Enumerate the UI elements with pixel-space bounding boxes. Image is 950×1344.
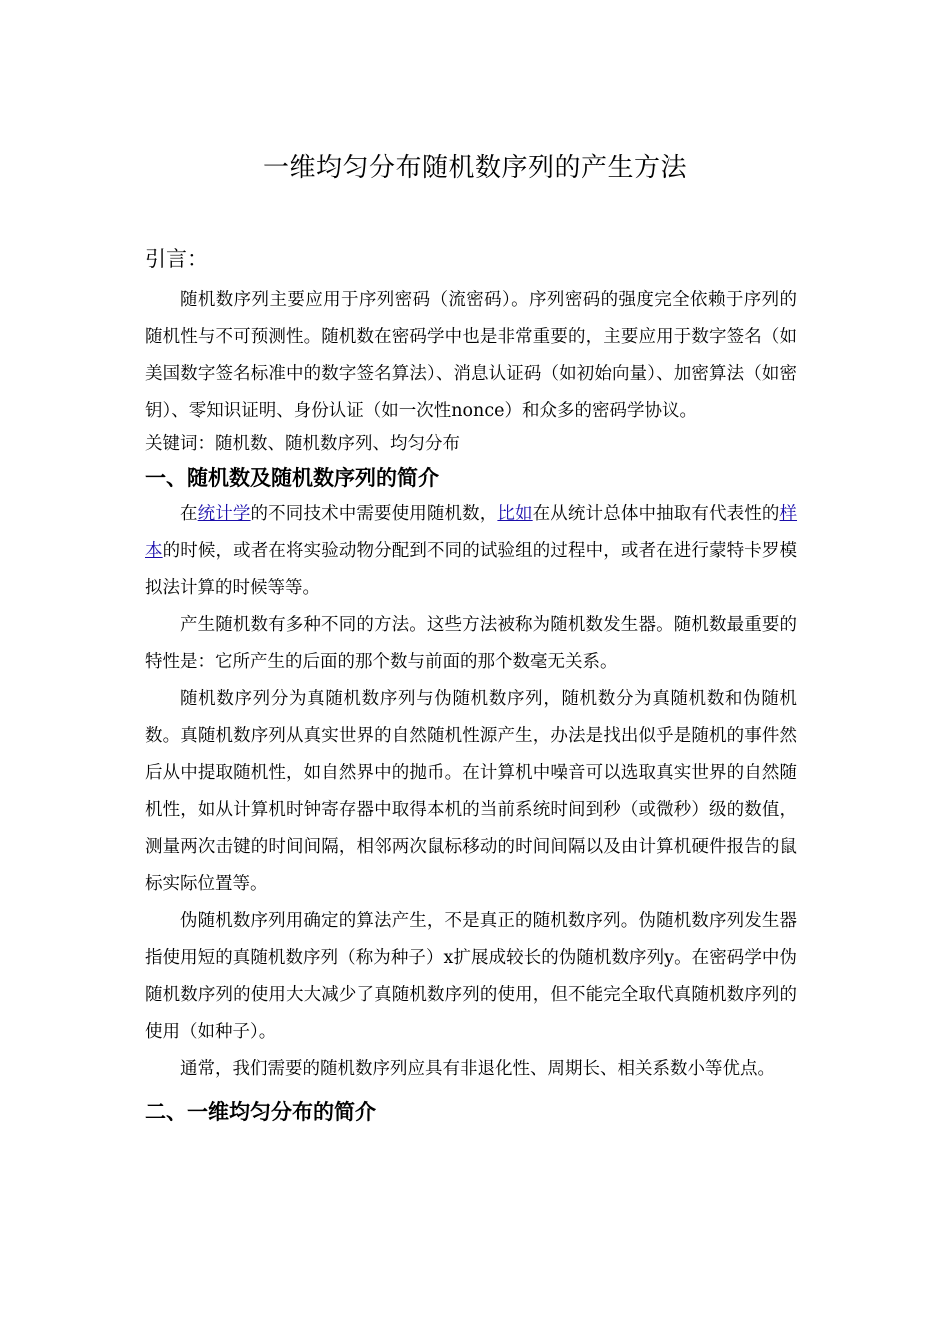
text-fragment: 的不同技术中需要使用随机数，: [250, 504, 498, 524]
text-fragment: 在从统计总体中抽取有代表性的: [532, 504, 780, 524]
text-fragment: 在: [180, 504, 198, 524]
section-2-heading: 二、一维均匀分布的简介: [145, 1100, 376, 1124]
document-body: [145, 244, 797, 1130]
keywords-line: 关键词：随机数、随机数序列、均匀分布: [145, 434, 460, 454]
text-fragment: 的时候，或者在将实验动物分配到不同的试验组的过程中，或者在进行蒙特卡罗模拟法计算的时候等等。: [145, 541, 797, 598]
link-sample[interactable]: 样本: [145, 504, 798, 561]
section-1-paragraph-3: 随机数序列分为真随机数序列与伪随机数序列，随机数分为真随机数和伪随机数。真随机数序列从真实世界的自然随机性源产生，办法是找出似乎是随机的事件然后从中提取随机性，如自然界中的抛币。在计算机中噪音可以选取真实世界的自然随机性，如从计算机时钟寄存器中取得本机的当前系统时间到秒（或微秒）级的数值，测量两次击键的时间间隔，相邻两次鼠标移动的时间间隔以及由计算机硬件报告的鼠标实际位置等。: [145, 689, 797, 894]
link-statistics[interactable]: 统计学: [197, 504, 251, 524]
section-1-paragraph-2: 产生随机数有多种不同的方法。这些方法被称为随机数发生器。随机数最重要的特性是：它所产生的后面的那个数与前面的那个数毫无关系。: [145, 615, 797, 672]
section-1-heading: 一、随机数及随机数序列的简介: [145, 466, 439, 490]
intro-paragraph: 随机数序列主要应用于序列密码（流密码）。序列密码的强度完全依赖于序列的随机性与不可预测性。随机数在密码学中也是非常重要的，主要应用于数字签名（如美国数字签名标准中的数字签名算法）、消息认证码（如初始向量）、加密算法（如密钥）、零知识证明、身份认证（如一次性nonce）和众多的密码学协议。: [145, 290, 797, 421]
section-1-paragraph-1: [145, 496, 797, 607]
document-title: 一维均匀分布随机数序列的产生方法: [262, 153, 687, 184]
intro-heading: 引言：: [145, 247, 208, 271]
link-for-example[interactable]: 比如: [497, 504, 533, 524]
section-1-paragraph-5: 通常，我们需要的随机数序列应具有非退化性、周期长、相关系数小等优点。: [180, 1059, 775, 1079]
section-1-paragraph-4: 伪随机数序列用确定的算法产生，不是真正的随机数序列。伪随机数序列发生器指使用短的真随机数序列（称为种子）x扩展成较长的伪随机数序列y。在密码学中伪随机数序列的使用大大减少了真随机数序列的使用，但不能完全取代真随机数序列的使用（如种子）。: [145, 911, 797, 1042]
